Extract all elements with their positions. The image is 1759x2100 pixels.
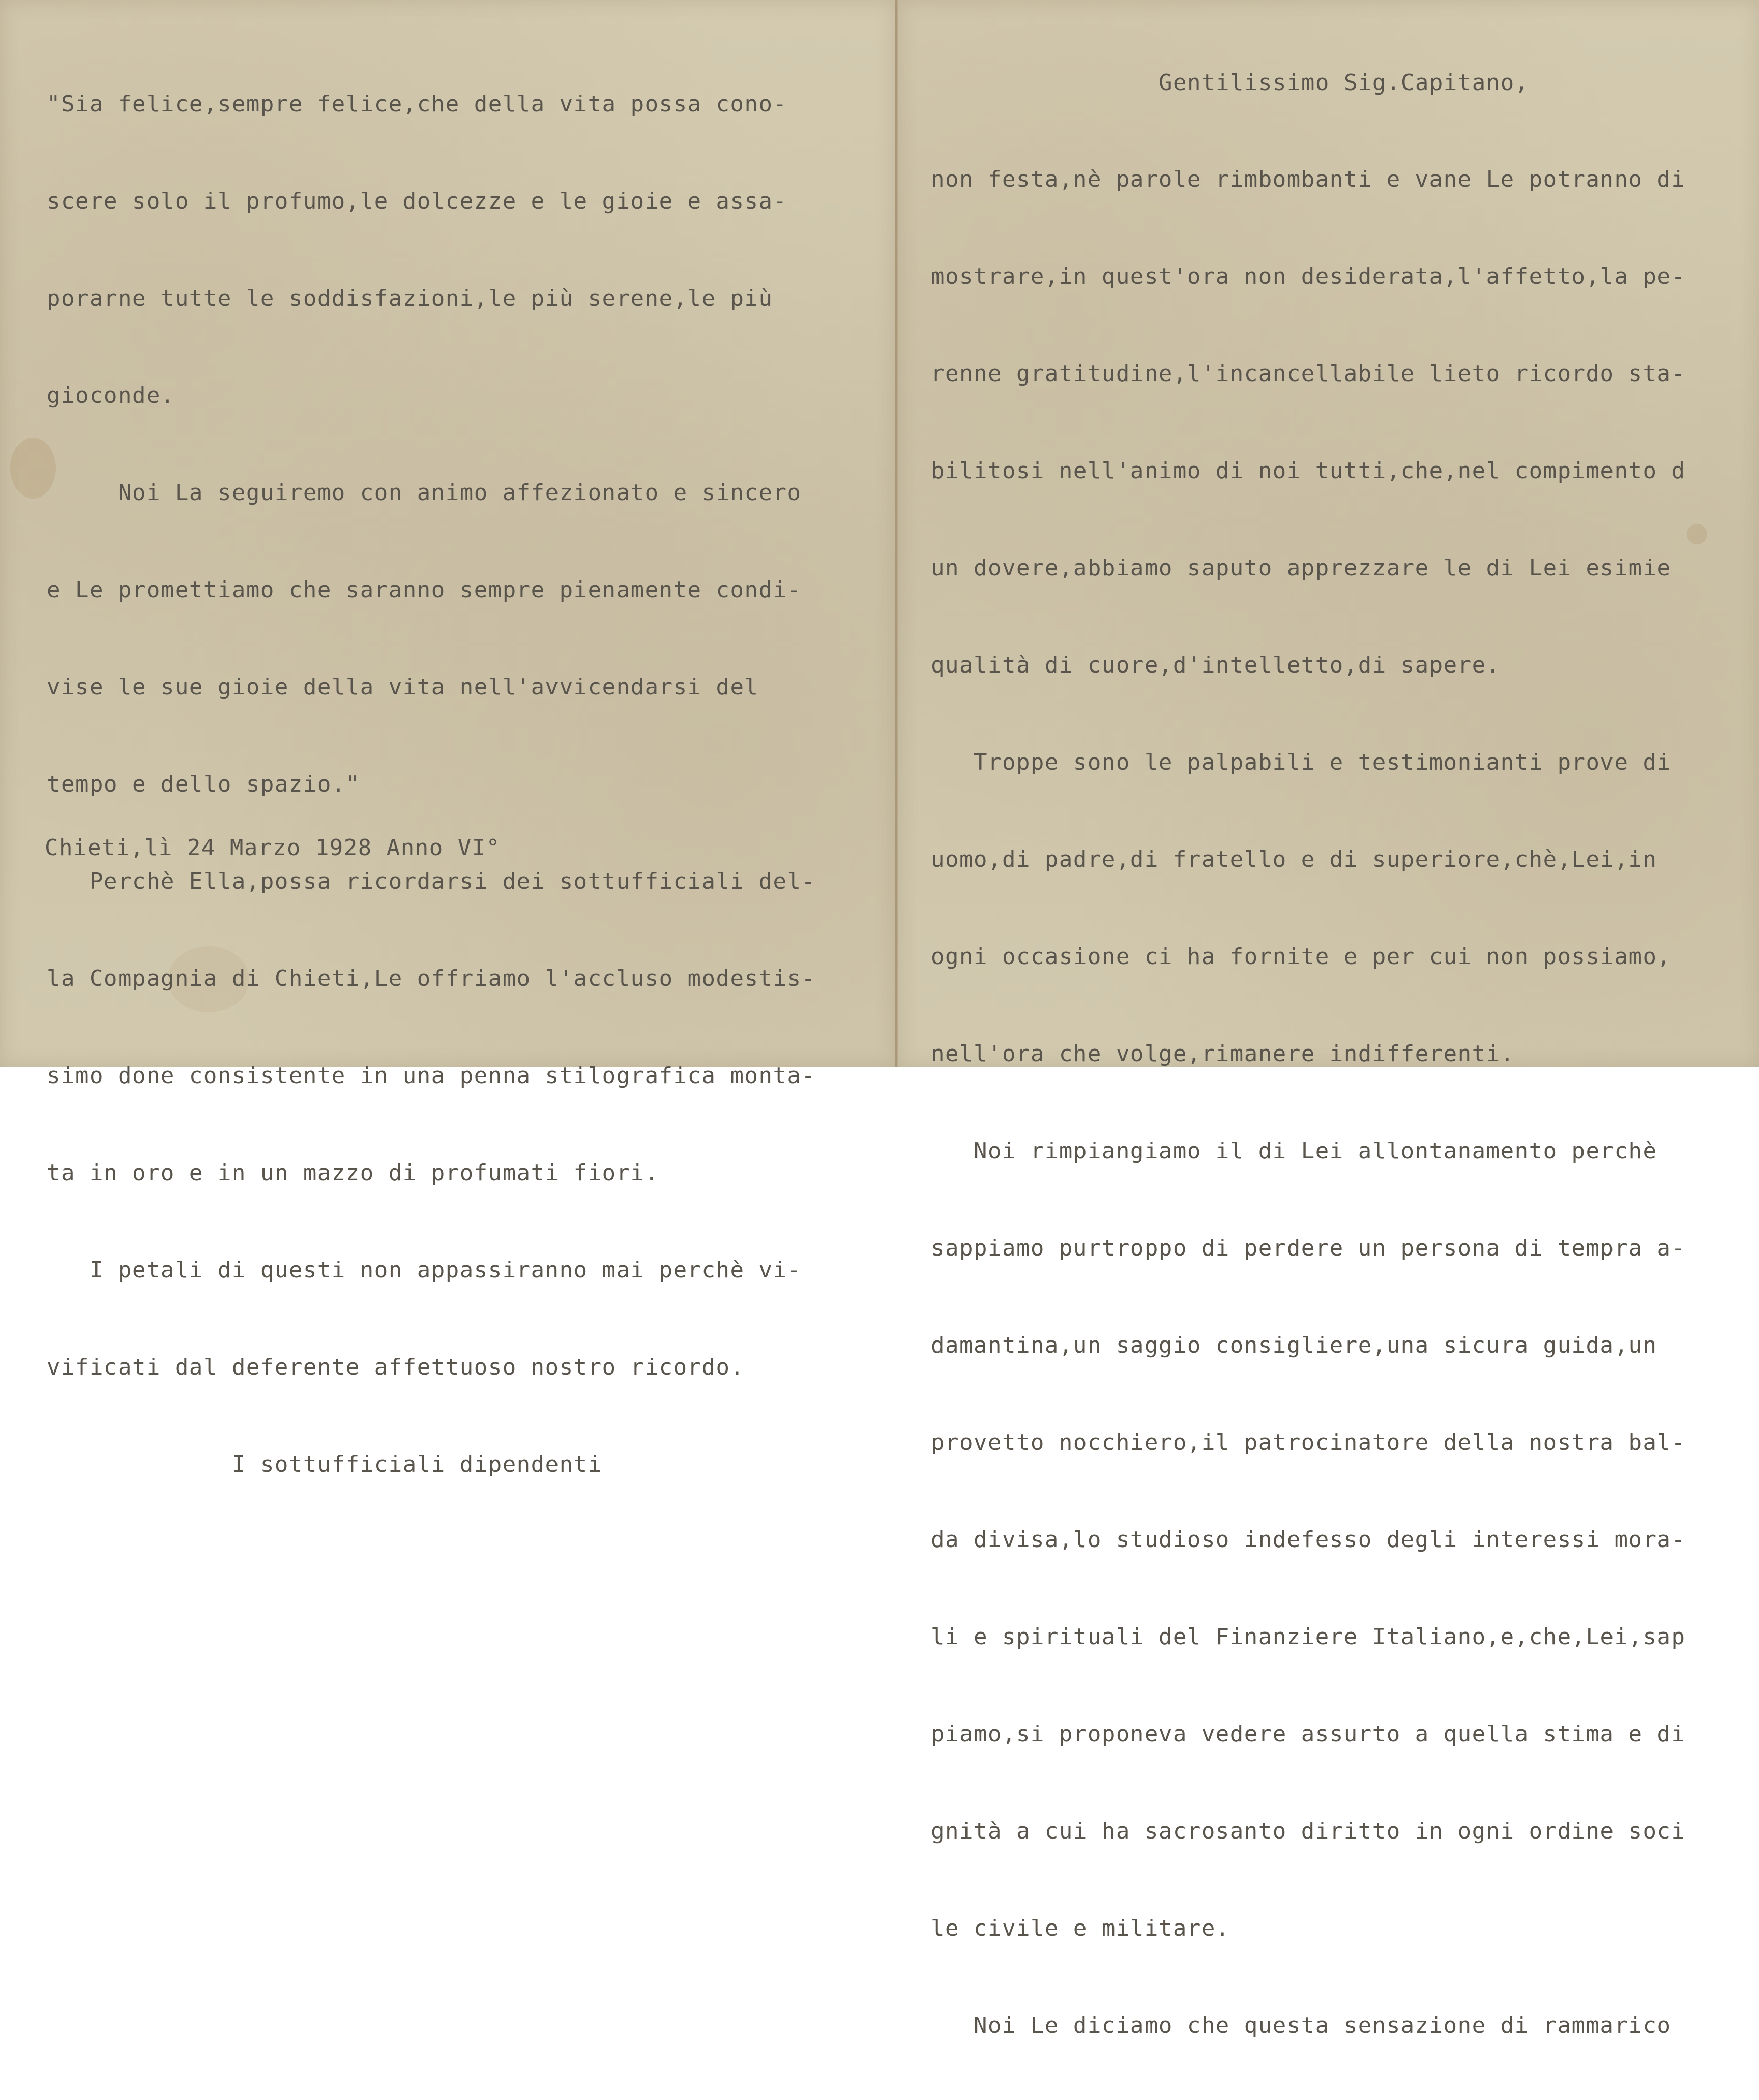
- text-line: porarne tutte le soddisfazioni,le più serene,le più: [47, 285, 773, 311]
- text-line: Noi rimpiangiamo il di Lei allontanamento perchè: [931, 1138, 1657, 1164]
- text-line: qualità di cuore,d'intelletto,di sapere.: [931, 652, 1501, 678]
- text-line: Noi Le diciamo che questa sensazione di rammarico: [931, 2012, 1672, 2038]
- text-line: provetto nocchiero,il patrocinatore della nostra bal-: [931, 1430, 1686, 1455]
- text-line: piamo,si proponeva vedere assurto a quella stima e di: [931, 1721, 1686, 1747]
- signature-line: I sottufficiali dipendenti: [47, 1451, 602, 1477]
- text-line: le civile e militare.: [931, 1915, 1230, 1941]
- text-line: gnità a cui ha sacrosanto diritto in ogni ordine soci: [931, 1818, 1686, 1844]
- text-line: nell'ora che volge,rimanere indifferenti.: [931, 1041, 1515, 1067]
- text-line: la Compagnia di Chieti,Le offriamo l'accluso modestis-: [47, 966, 816, 991]
- text-line: mostrare,in quest'ora non desiderata,l'affetto,la pe-: [931, 264, 1686, 289]
- text-line: da divisa,lo studioso indefesso degli interessi mora-: [931, 1527, 1686, 1553]
- text-line: Noi La seguiremo con animo affezionato e sincero: [47, 480, 802, 506]
- text-line: li e spirituali del Finanziere Italiano,e,che,Lei,sap: [931, 1624, 1686, 1650]
- text-line: I petali di questi non appassiranno mai perchè vi-: [47, 1257, 802, 1283]
- text-line: uomo,di padre,di fratello e di superiore,chè,Lei,in: [931, 847, 1657, 872]
- text-line: Perchè Ella,possa ricordarsi dei sottufficiali del-: [47, 868, 816, 894]
- text-line: "Sia felice,sempre felice,che della vita possa cono-: [47, 91, 787, 117]
- age-stain: [1687, 524, 1707, 544]
- date-line: Chieti,lì 24 Marzo 1928 Anno VI°: [45, 835, 501, 861]
- salutation: Gentilissimo Sig.Capitano,: [1159, 70, 1529, 96]
- text-line: ta in oro e in un mazzo di profumati fiori.: [47, 1160, 659, 1186]
- text-line: non festa,nè parole rimbombanti e vane Le potranno di: [931, 166, 1686, 192]
- text-line: un dovere,abbiamo saputo apprezzare le di Lei esimie: [931, 555, 1672, 581]
- text-line: simo done consistente in una penna stilografica monta-: [47, 1063, 816, 1089]
- left-page: [0, 0, 897, 1477]
- left-letter-text: [47, 30, 815, 1539]
- text-line: Troppe sono le palpabili e testimonianti prove di: [931, 749, 1672, 775]
- text-line: renne gratitudine,l'incancellabile lieto ricordo sta-: [931, 361, 1686, 387]
- text-line: vificati dal deferente affettuoso nostro ricordo.: [47, 1354, 745, 1380]
- text-line: damantina,un saggio consigliere,una sicura guida,un: [931, 1332, 1657, 1358]
- text-line: scere solo il profumo,le dolcezze e le gioie e assa-: [47, 188, 787, 214]
- right-page: [897, 0, 1759, 2038]
- text-line: sappiamo purtroppo di perdere un persona di tempra a-: [931, 1235, 1686, 1261]
- text-line: gioconde.: [47, 383, 175, 409]
- text-line: ogni occasione ci ha fornite e per cui non possiamo,: [931, 944, 1672, 970]
- text-line: vise le sue gioie della vita nell'avvicendarsi del: [47, 674, 759, 700]
- text-line: e Le promettiamo che saranno sempre pienamente condi-: [47, 577, 802, 603]
- text-line: bilitosi nell'animo di noi tutti,che,nel compimento d: [931, 458, 1686, 484]
- right-letter-text: [931, 105, 1685, 2100]
- text-line: tempo e dello spazio.": [47, 771, 360, 797]
